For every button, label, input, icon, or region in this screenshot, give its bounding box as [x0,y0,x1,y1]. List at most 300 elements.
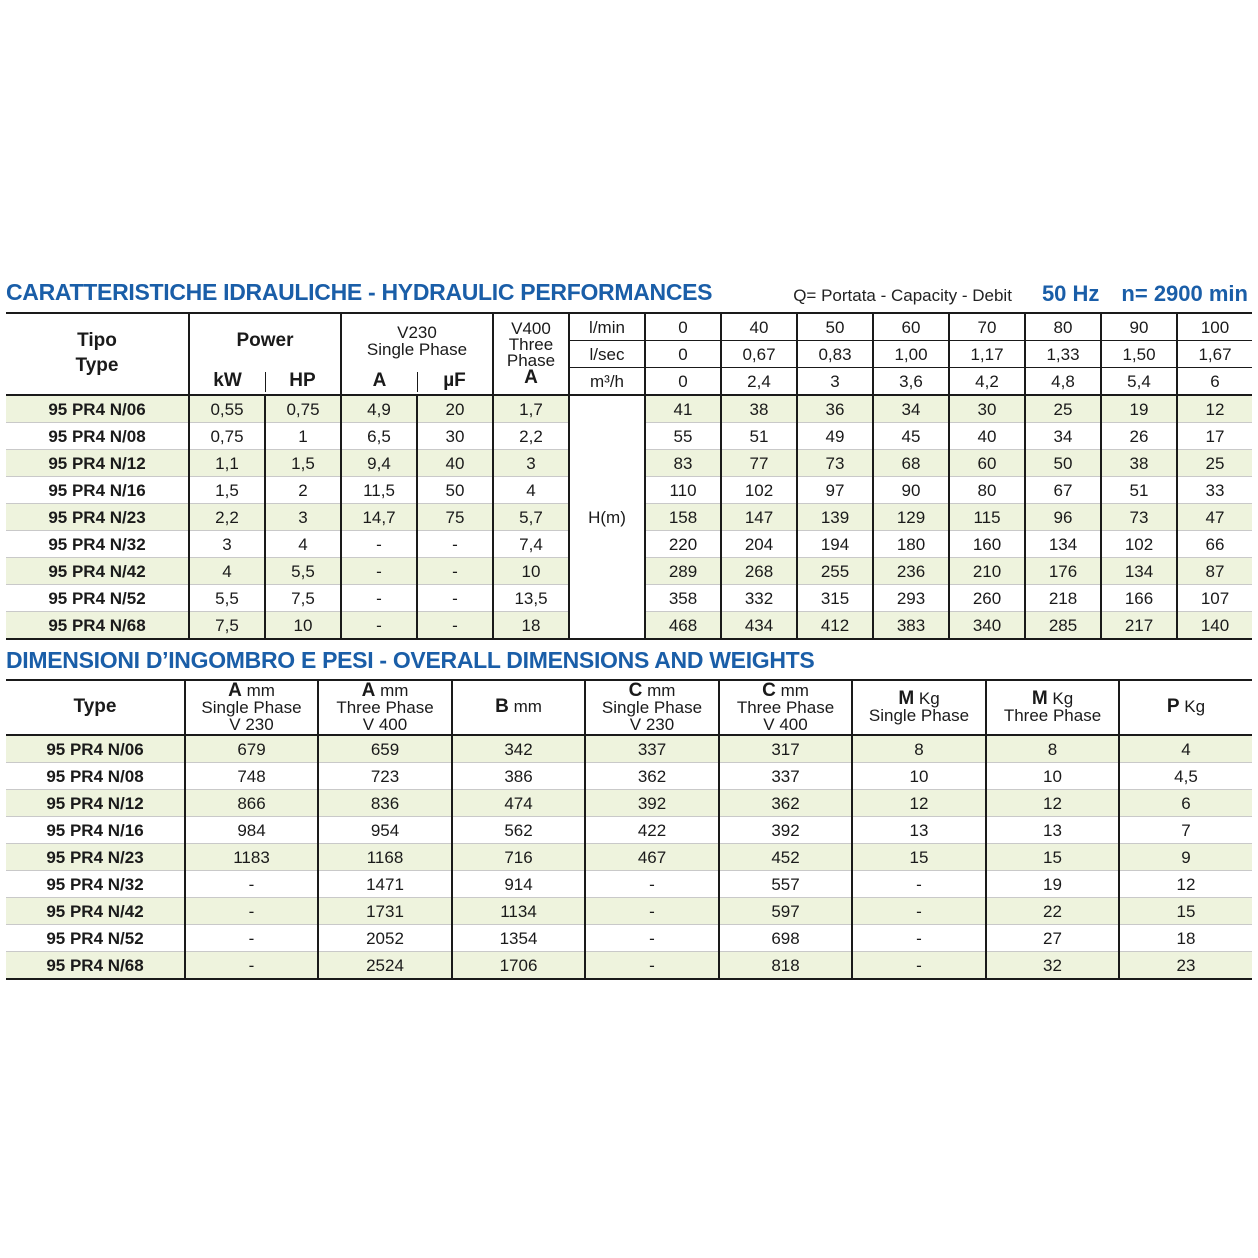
head-value-cell: 19 [1101,395,1177,423]
dimension-value-cell: 8 [852,735,986,763]
head-value-cell: 107 [1177,585,1252,612]
dims-header-2 [185,680,318,735]
dimension-value-cell: 1471 [318,871,452,898]
head-value-cell: 293 [873,585,949,612]
dims-header-unit: Kg [914,689,940,709]
unit-lsec: l/sec [569,341,645,368]
head-value-cell: 218 [1025,585,1101,612]
dims-header-4 [452,680,585,735]
kw-cell: 4 [189,558,265,585]
amp-three-cell: 2,2 [493,423,569,450]
flow-lsec-1: 0 [645,341,721,368]
kw-cell: 2,2 [189,504,265,531]
dimensions-row [6,790,1252,817]
dims-header-line3: V 230 [629,714,675,734]
dimension-value-cell: - [185,871,318,898]
dimension-value-cell: 12 [986,790,1119,817]
head-value-cell: 49 [797,423,873,450]
dimension-value-cell: 679 [185,735,318,763]
dimension-value-cell: 1134 [452,898,585,925]
head-value-cell: 97 [797,477,873,504]
dimension-value-cell: - [585,952,719,980]
dimension-value-cell: 723 [318,763,452,790]
dims-header-unit: mm [241,681,275,701]
dims-header-7 [852,680,986,735]
head-value-cell: 47 [1177,504,1252,531]
capacitor-cell: - [417,585,493,612]
kw-cell: 1,1 [189,450,265,477]
dims-header-9 [1119,680,1252,735]
flow-lsec-8: 1,67 [1177,341,1252,368]
dimension-value-cell: 12 [852,790,986,817]
head-value-cell: 115 [949,504,1025,531]
head-value-cell: 140 [1177,612,1252,640]
flow-m3h-2: 2,4 [721,368,797,396]
performance-row [6,395,1252,423]
dimension-value-cell: - [185,952,318,980]
flow-m3h-5: 4,2 [949,368,1025,396]
dimension-value-cell: 342 [452,735,585,763]
dimension-value-cell: 9 [1119,844,1252,871]
dimensions-row [6,844,1252,871]
amp-single-cell: 6,5 [341,423,417,450]
flow-lmin-7: 90 [1101,313,1177,341]
model-cell: 95 PR4 N/23 [46,847,144,867]
capacitor-cell: 20 [417,395,493,423]
dimension-value-cell: 2052 [318,925,452,952]
flow-m3h-8: 6 [1177,368,1252,396]
flow-m3h-4: 3,6 [873,368,949,396]
amp-header: A [341,368,417,396]
dimension-value-cell: 337 [719,763,852,790]
hp-cell: 0,75 [265,395,341,423]
dimension-value-cell: 15 [852,844,986,871]
type-label: Type [75,355,119,376]
dims-header-letter: M [898,688,915,710]
uf-header: µF [417,368,493,396]
dims-header-8 [986,680,1119,735]
head-value-cell: 129 [873,504,949,531]
head-value-cell: 60 [949,450,1025,477]
hp-cell: 1,5 [265,450,341,477]
flow-lsec-6: 1,33 [1025,341,1101,368]
amp-single-cell: 9,4 [341,450,417,477]
flow-lmin-8: 100 [1177,313,1252,341]
head-value-cell: 158 [645,504,721,531]
model-cell: 95 PR4 N/06 [46,739,144,759]
dimension-value-cell: 452 [719,844,852,871]
head-value-cell: 34 [873,395,949,423]
head-value-cell: 434 [721,612,797,640]
v230-header [341,313,493,368]
model-cell: 95 PR4 N/32 [48,534,146,554]
dims-header-unit: Kg [1179,697,1206,717]
dimensions-table-body [6,735,1252,979]
head-value-cell: 289 [645,558,721,585]
kw-cell: 7,5 [189,612,265,640]
type-header [6,313,189,395]
dimensions-row [6,735,1252,763]
head-value-cell: 358 [645,585,721,612]
dimension-value-cell: - [852,952,986,980]
dims-header-line2: Three Phase [1003,706,1102,726]
head-label: H(m) [569,395,645,639]
model-cell: 95 PR4 N/06 [48,399,146,419]
dimension-value-cell: 362 [719,790,852,817]
kw-cell: 1,5 [189,477,265,504]
amp-single-cell: 14,7 [341,504,417,531]
dimension-value-cell: 1168 [318,844,452,871]
dimension-value-cell: 659 [318,735,452,763]
dims-header-letter: C [628,680,643,702]
head-value-cell: 110 [645,477,721,504]
head-value-cell: 255 [797,558,873,585]
dimension-value-cell: 392 [719,817,852,844]
flow-lsec-3: 0,83 [797,341,873,368]
dimension-value-cell: 562 [452,817,585,844]
amp-single-cell: - [341,612,417,640]
head-value-cell: 176 [1025,558,1101,585]
head-value-cell: 268 [721,558,797,585]
head-value-cell: 55 [645,423,721,450]
dims-header-line1 [453,698,584,716]
dimension-value-cell: 12 [1119,871,1252,898]
frequency-label: 50 Hz [1041,281,1100,306]
dimension-value-cell: 23 [1119,952,1252,980]
dimension-value-cell: 22 [986,898,1119,925]
dimension-value-cell: - [852,925,986,952]
model-cell: 95 PR4 N/08 [46,766,144,786]
hp-cell: 10 [265,612,341,640]
head-value-cell: 412 [797,612,873,640]
hp-cell: 5,5 [265,558,341,585]
dims-header-letter: A [361,680,376,702]
dims-header-unit: mm [642,681,676,701]
dimension-value-cell: 866 [185,790,318,817]
head-value-cell: 51 [721,423,797,450]
model-cell: 95 PR4 N/23 [48,507,146,527]
head-value-cell: 51 [1101,477,1177,504]
flow-lmin-4: 60 [873,313,949,341]
dimension-value-cell: 954 [318,817,452,844]
head-value-cell: 30 [949,395,1025,423]
dims-header-letter: P [1166,696,1180,718]
dimension-value-cell: 10 [986,763,1119,790]
head-value-cell: 134 [1101,558,1177,585]
head-value-cell: 217 [1101,612,1177,640]
dims-header-letter: B [495,696,509,718]
amp-three-cell: 4 [493,477,569,504]
head-value-cell: 210 [949,558,1025,585]
dimension-value-cell: 1731 [318,898,452,925]
head-value-cell: 166 [1101,585,1177,612]
dimension-value-cell: 984 [185,817,318,844]
kw-header: kW [189,368,265,396]
kw-cell: 5,5 [189,585,265,612]
head-value-cell: 25 [1025,395,1101,423]
dims-header-1 [6,680,185,735]
dimension-value-cell: - [185,925,318,952]
head-value-cell: 80 [949,477,1025,504]
hp-cell: 7,5 [265,585,341,612]
amp-three-cell: 1,7 [493,395,569,423]
model-cell: 95 PR4 N/16 [46,820,144,840]
unit-lmin: l/min [569,313,645,341]
dimension-value-cell: 836 [318,790,452,817]
flow-lmin-1: 0 [645,313,721,341]
dimension-value-cell: 1706 [452,952,585,980]
head-value-cell: 194 [797,531,873,558]
dimension-value-cell: 716 [452,844,585,871]
capacitor-cell: 50 [417,477,493,504]
dimension-value-cell: 317 [719,735,852,763]
head-value-cell: 83 [645,450,721,477]
head-value-cell: 204 [721,531,797,558]
flow-m3h-6: 4,8 [1025,368,1101,396]
flow-lsec-2: 0,67 [721,341,797,368]
head-value-cell: 34 [1025,423,1101,450]
dims-header-line1 [1120,698,1252,716]
dimension-value-cell: - [185,898,318,925]
dimension-value-cell: 914 [452,871,585,898]
capacitor-cell: - [417,612,493,640]
head-value-cell: 139 [797,504,873,531]
dimension-value-cell: 7 [1119,817,1252,844]
dimension-value-cell: 27 [986,925,1119,952]
hp-cell: 2 [265,477,341,504]
dimension-value-cell: 13 [852,817,986,844]
dims-header-letter: M [1031,688,1048,710]
dimension-value-cell: 18 [1119,925,1252,952]
dimension-value-cell: - [585,898,719,925]
head-value-cell: 468 [645,612,721,640]
model-cell: 95 PR4 N/42 [46,901,144,921]
model-cell: 95 PR4 N/52 [48,588,146,608]
speed-label: n= 2900 min [1121,281,1248,306]
head-value-cell: 40 [949,423,1025,450]
head-value-cell: 87 [1177,558,1252,585]
v400-a-label: A [524,367,538,389]
head-value-cell: 260 [949,585,1025,612]
amp-single-cell: 11,5 [341,477,417,504]
head-value-cell: 285 [1025,612,1101,640]
dims-type-header: Type [73,696,117,718]
dims-header-6 [719,680,852,735]
head-value-cell: 332 [721,585,797,612]
flow-lsec-5: 1,17 [949,341,1025,368]
power-header: Power [189,313,341,368]
capacitor-cell: - [417,531,493,558]
dimensions-row [6,763,1252,790]
dimension-value-cell: 19 [986,871,1119,898]
dimensions-table [6,679,1252,980]
head-value-cell: 220 [645,531,721,558]
capacitor-cell: 40 [417,450,493,477]
amp-three-cell: 13,5 [493,585,569,612]
head-value-cell: 90 [873,477,949,504]
head-value-cell: 68 [873,450,949,477]
amp-single-cell: - [341,531,417,558]
head-value-cell: 315 [797,585,873,612]
capacity-note: Q= Portata - Capacity - Debit [793,286,1012,305]
dimension-value-cell: 557 [719,871,852,898]
performance-title: CARATTERISTICHE IDRAULICHE - HYDRAULIC PERFORMANCES [6,279,713,305]
dimension-value-cell: 10 [852,763,986,790]
model-cell: 95 PR4 N/12 [48,453,146,473]
capacitor-cell: 75 [417,504,493,531]
dims-header-3 [318,680,452,735]
head-value-cell: 236 [873,558,949,585]
flow-m3h-3: 3 [797,368,873,396]
head-value-cell: 26 [1101,423,1177,450]
head-value-cell: 17 [1177,423,1252,450]
head-value-cell: 50 [1025,450,1101,477]
dims-header-line3: V 400 [763,714,808,734]
dimension-value-cell: 392 [585,790,719,817]
dimensions-row [6,925,1252,952]
v400-header [493,313,569,395]
flow-m3h-1: 0 [645,368,721,396]
dims-header-letter: A [228,680,242,702]
dimension-value-cell: 6 [1119,790,1252,817]
kw-cell: 3 [189,531,265,558]
dimension-value-cell: 474 [452,790,585,817]
dims-header-line2: Three Phase [336,698,434,718]
head-value-cell: 33 [1177,477,1252,504]
dims-header-5 [585,680,719,735]
flow-lmin-5: 70 [949,313,1025,341]
flow-lmin-3: 50 [797,313,873,341]
amp-single-cell: - [341,558,417,585]
dimension-value-cell: 1354 [452,925,585,952]
dimension-value-cell: 362 [585,763,719,790]
flow-lsec-4: 1,00 [873,341,949,368]
dims-header-line2: Single Phase [201,698,302,718]
head-value-cell: 36 [797,395,873,423]
dims-header-line2: Single Phase [868,706,970,726]
performance-header-info [793,281,1248,307]
dims-header-unit: mm [508,697,542,717]
head-value-cell: 340 [949,612,1025,640]
kw-cell: 0,75 [189,423,265,450]
amp-three-cell: 18 [493,612,569,640]
dimensions-row [6,817,1252,844]
dimensions-row [6,952,1252,980]
dims-header-unit: mm [375,681,409,701]
hp-cell: 1 [265,423,341,450]
v230-phase-label: Single Phase [366,339,468,359]
head-value-cell: 102 [1101,531,1177,558]
dimension-value-cell: - [585,871,719,898]
dims-header-unit: mm [775,681,809,701]
head-value-cell: 67 [1025,477,1101,504]
dimension-value-cell: 15 [986,844,1119,871]
tipo-label: Tipo [77,330,117,352]
head-value-cell: 38 [721,395,797,423]
dims-header-letter: C [762,680,776,702]
kw-cell: 0,55 [189,395,265,423]
performance-table [6,312,1252,640]
head-value-cell: 73 [1101,504,1177,531]
dimension-value-cell: 2524 [318,952,452,980]
model-cell: 95 PR4 N/68 [48,615,146,635]
head-value-cell: 73 [797,450,873,477]
dimension-value-cell: 15 [1119,898,1252,925]
head-value-cell: 77 [721,450,797,477]
dimension-value-cell: 748 [185,763,318,790]
dimension-value-cell: 4,5 [1119,763,1252,790]
amp-three-cell: 10 [493,558,569,585]
model-cell: 95 PR4 N/42 [48,561,146,581]
model-cell: 95 PR4 N/08 [48,426,146,446]
model-cell: 95 PR4 N/32 [46,874,144,894]
model-cell: 95 PR4 N/68 [46,955,144,975]
dimensions-title: DIMENSIONI D’INGOMBRO E PESI - OVERALL DIMENSIONS AND WEIGHTS [6,647,815,673]
dimension-value-cell: 698 [719,925,852,952]
dimension-value-cell: 818 [719,952,852,980]
dimension-value-cell: 4 [1119,735,1252,763]
head-value-cell: 25 [1177,450,1252,477]
head-value-cell: 41 [645,395,721,423]
model-cell: 95 PR4 N/16 [48,480,146,500]
v400-label: V400 [511,318,551,338]
dims-header-unit: Kg [1047,689,1074,709]
amp-three-cell: 7,4 [493,531,569,558]
v400-three-label: Three [508,334,554,354]
dimension-value-cell: - [852,898,986,925]
head-value-cell: 45 [873,423,949,450]
v230-label: V230 [397,322,437,342]
head-value-cell: 180 [873,531,949,558]
head-value-cell: 147 [721,504,797,531]
dims-header-line2: Single Phase [601,698,703,718]
flow-m3h-7: 5,4 [1101,368,1177,396]
head-value-cell: 38 [1101,450,1177,477]
flow-lmin-2: 40 [721,313,797,341]
capacitor-cell: - [417,558,493,585]
hp-cell: 4 [265,531,341,558]
model-cell: 95 PR4 N/52 [46,928,144,948]
amp-single-cell: 4,9 [341,395,417,423]
dimensions-row [6,871,1252,898]
dimension-value-cell: - [585,925,719,952]
dims-header-line2: Three Phase [736,698,835,718]
dimension-value-cell: 8 [986,735,1119,763]
hp-header: HP [265,368,341,396]
hp-cell: 3 [265,504,341,531]
performance-table-body [6,395,1252,639]
amp-single-cell: - [341,585,417,612]
amp-three-cell: 3 [493,450,569,477]
head-value-cell: 12 [1177,395,1252,423]
flow-lmin-6: 80 [1025,313,1101,341]
amp-three-cell: 5,7 [493,504,569,531]
head-value-cell: 102 [721,477,797,504]
dimension-value-cell: 597 [719,898,852,925]
capacitor-cell: 30 [417,423,493,450]
dimension-value-cell: 422 [585,817,719,844]
dimension-value-cell: 386 [452,763,585,790]
v400-phase-label: Phase [506,351,556,371]
dimension-value-cell: 337 [585,735,719,763]
dimension-value-cell: 13 [986,817,1119,844]
dimension-value-cell: - [852,871,986,898]
dims-header-line3: V 400 [362,714,408,734]
head-value-cell: 134 [1025,531,1101,558]
head-value-cell: 66 [1177,531,1252,558]
model-cell: 95 PR4 N/12 [46,793,144,813]
dimension-value-cell: 1183 [185,844,318,871]
